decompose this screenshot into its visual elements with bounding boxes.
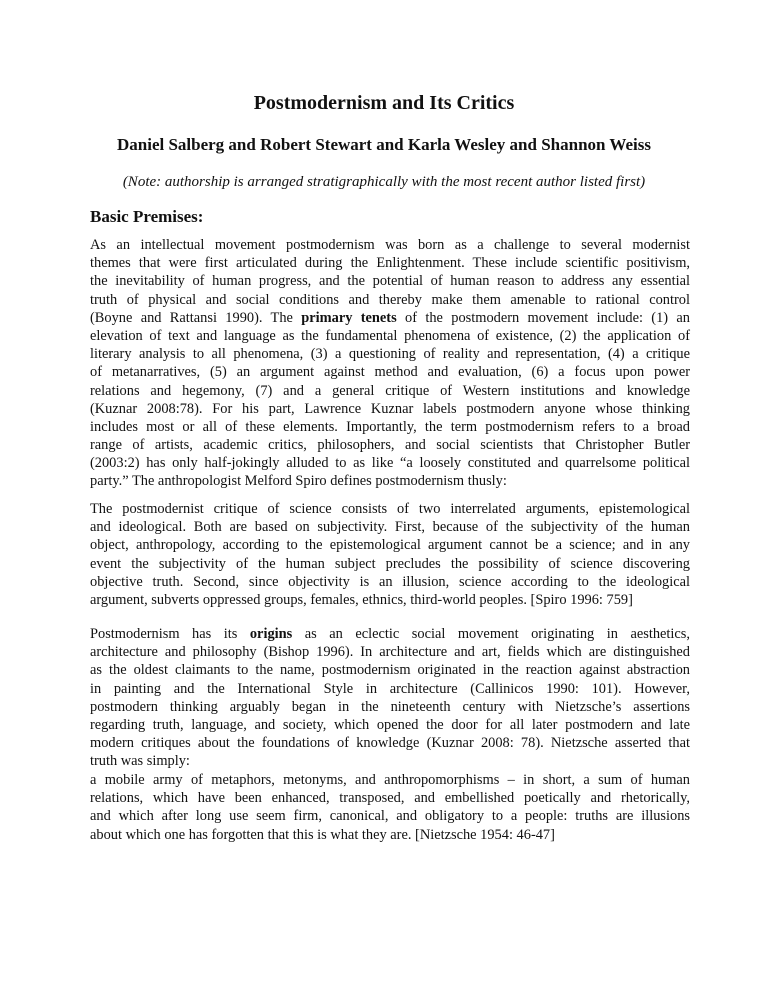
- text-line: party.” The anthropologist Melford Spiro defines postmodernism thusly:: [90, 473, 507, 490]
- text-line: modern critiques about the foundations of knowledge (Kuznar 2008: 78). Nietzsche asserted that: [90, 735, 690, 752]
- paragraph-origins: [90, 625, 690, 771]
- authorship-note: (Note: authorship is arranged stratigraphically with the most recent author listed first): [122, 174, 646, 190]
- text-line: literary analysis to all phenomena, (3) a questioning of reality and representation, (4) a critique: [90, 346, 690, 363]
- text-line: relations, which have been enhanced, transposed, and embellished poetically and rhetorically,: [90, 790, 690, 807]
- text-fragment: Postmodernism has its: [90, 626, 250, 642]
- text-line: in painting and the International Style in architecture (Callinicos 1990: 101). However,: [90, 680, 690, 697]
- section-heading: Basic Premises:: [90, 207, 204, 226]
- text-line: objective truth. Second, since objectivity is an illusion, science according to the ideological: [90, 573, 690, 590]
- text-line: event the subjectivity of the human subject precludes the possibility of science discovering: [90, 555, 690, 572]
- text-line: range of artists, academic critics, philosophers, and social scientists that Christopher Butler: [90, 437, 690, 454]
- text-line: as the oldest claimants to the name, postmodernism originated in the reaction against abstraction: [90, 662, 690, 679]
- text-line: As an intellectual movement postmodernism was born as a challenge to several modernist: [90, 237, 690, 253]
- text-line: [90, 625, 690, 643]
- text-line: The postmodernist critique of science consists of two interrelated arguments, epistemological: [90, 501, 690, 517]
- text-line: argument, subverts oppressed groups, females, ethnics, third-world peoples. [Spiro 1996: 759]: [90, 591, 633, 608]
- text-line: regarding truth, language, and society, which opened the door for all later postmodern and late: [90, 716, 690, 733]
- paragraph-basic-premises: [90, 236, 690, 491]
- text-line: the inevitability of human progress, and the potential of human reason to address any essential: [90, 273, 690, 290]
- text-line: relations and hegemony, (7) and a general critique of Western institutions and knowledge: [90, 382, 690, 399]
- text-line: architecture and philosophy (Bishop 1996). In architecture and art, fields which are distinguished: [90, 644, 690, 661]
- text-line: object, anthropology, according to the epistemological argument cannot be a science; and in any: [90, 537, 690, 554]
- text-line: themes that were first articulated during the Enlightenment. These include scientific positivism,: [90, 255, 690, 272]
- text-line: includes most or all of these elements. Importantly, the term postmodernism refers to a broad: [90, 418, 690, 435]
- text-line: truth of physical and social conditions and thereby make them amenable to rational control: [90, 291, 690, 308]
- text-line: and which after long use seem firm, canonical, and obligatory to a people: truths are illusions: [90, 808, 690, 825]
- bold-term-origins: origins: [249, 626, 293, 642]
- bold-term-primary-tenets: primary tenets: [301, 309, 397, 326]
- text-line: and ideological. Both are based on subjectivity. First, because of the subjectivity of the human: [90, 519, 690, 536]
- text-line: [90, 309, 690, 327]
- text-line: truth was simply:: [90, 753, 190, 770]
- text-line: postmodern thinking arguably began in the nineteenth century with Nietzsche’s assertions: [90, 698, 690, 715]
- text-line: (Kuznar 2008:78). For his part, Lawrence Kuznar labels postmodern anyone whose thinking: [90, 400, 690, 417]
- paragraph-nietzsche-quote: [90, 771, 690, 844]
- author-list: Daniel Salberg and Robert Stewart and Karla Wesley and Shannon Weiss: [116, 135, 651, 154]
- paragraph-spiro-quote: [90, 500, 690, 609]
- text-line: a mobile army of metaphors, metonyms, and anthropomorphisms – in short, a sum of human: [90, 772, 690, 788]
- text-line: about which one has forgotten that this is what they are. [Nietzsche 1954: 46-47]: [90, 826, 555, 843]
- text-fragment: of the postmodern movement include: (1) an: [396, 309, 690, 326]
- text-fragment: (Boyne and Rattansi 1990). The: [90, 309, 302, 326]
- text-fragment: as an eclectic social movement originating in aesthetics,: [292, 626, 690, 642]
- text-line: elevation of text and language as the fundamental phenomena of existence, (2) the application of: [90, 327, 690, 344]
- document-title: Postmodernism and Its Critics: [253, 92, 515, 114]
- text-line: (2003:2) has only half-jokingly alluded to as like “a loosely constituted and quarrelsome political: [90, 455, 690, 472]
- text-line: of metanarratives, (5) an argument against method and evaluation, (6) a focus upon power: [90, 364, 690, 381]
